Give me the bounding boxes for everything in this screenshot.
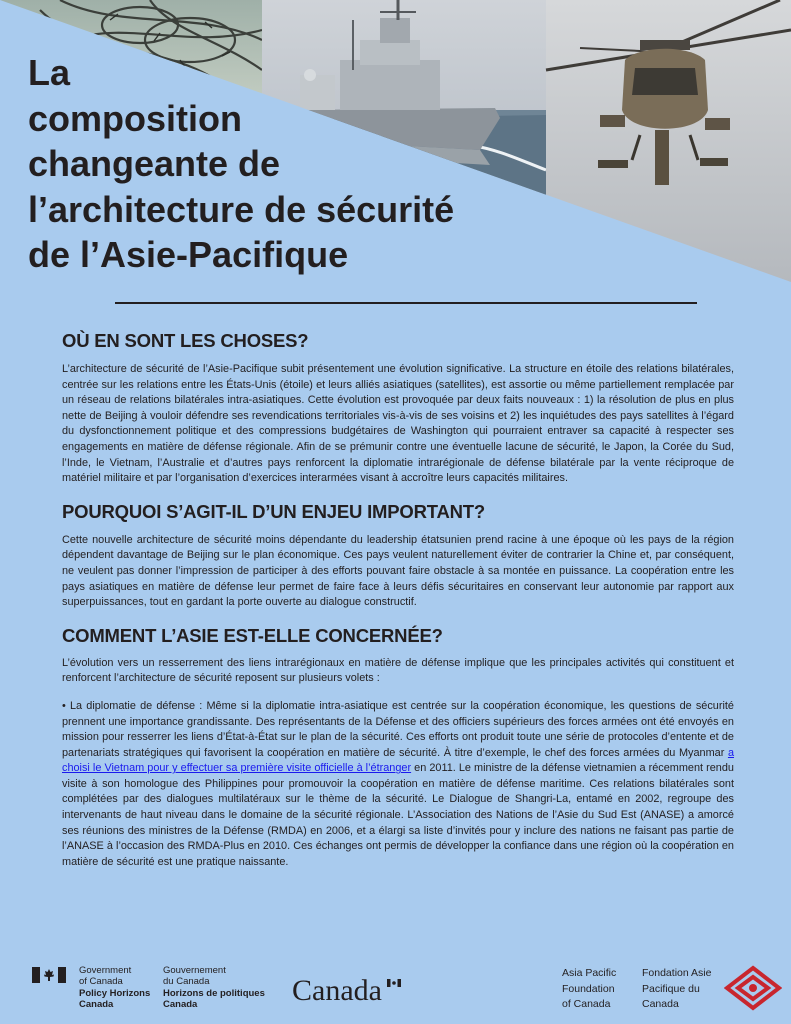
section-paragraph: Cette nouvelle architecture de sécurité moins dépendante du leadership étatsunien prend racine à une époque où les pays de la région dépendent davantage de Beijing sur le plan économique. Ces pays veulent naturellement éviter de contrarier la Chine et, par conséquent, ne veulent pas donner l’impression de participer à des efforts pouvant faire obstacle à sa montée en puissance. La coopération entre les pays asiatiques en matière de défense leur permet de faire face à leurs défis sécuritaires en conservant leur autonomie par rapport aux superpuissances, tout en gardant la porte ouverte au dialogue constructif. bbox=[62, 533, 734, 609]
title-line: changeante de bbox=[28, 143, 281, 184]
title-line: de l’Asie-Pacifique bbox=[28, 234, 349, 275]
apf-fr-line: Pacifique du bbox=[642, 982, 700, 995]
title-line: composition bbox=[28, 97, 242, 139]
main-content bbox=[62, 330, 734, 870]
phc-en-line: Canada bbox=[79, 998, 114, 1010]
myanmar-visit-link[interactable]: a choisi le Vietnam pour y effectuer sa première visite officielle à l’étranger bbox=[62, 746, 734, 775]
canada-wordmark: Canada bbox=[292, 974, 382, 1007]
section-intro: L’évolution vers un resserrement des liens intrarégionaux en matière de défense implique que les principales activités qui constituent et renforcent l’architecture de sécurité reposent sur plusieurs volets : bbox=[62, 656, 734, 685]
apf-fr-line: Canada bbox=[642, 998, 679, 1010]
phc-en-line: Policy Horizons bbox=[79, 988, 151, 999]
policy-horizons-en bbox=[79, 989, 150, 1010]
bullet-paragraph bbox=[62, 699, 734, 871]
apf-en-line: Asia Pacific bbox=[562, 967, 617, 979]
gov-fr-line: Gouvernement bbox=[163, 965, 226, 976]
section-heading: COMMENT L’ASIE EST-ELLE CONCERNÉE? bbox=[62, 624, 443, 646]
apf-en-line: Foundation bbox=[562, 982, 615, 995]
apf-name-en bbox=[562, 966, 616, 1013]
section-paragraph: L’architecture de sécurité de l’Asie-Pacifique subit présentement une évolution significative. La structure en étoile des relations bilatérales, centrée sur les relations entre les États-Unis (étoile) et leurs alliés asiatiques (satellites), est assortie ou même partiellement remplacée par un réseau de relations bilatérales intra-asiatiques. Cette évolution est provoquée par deux faits nouveaux : 1) la résolution de plus en plus nette de Beijing à vouloir défendre ses revendications territoriales vis-à-vis de ses voisins et 2) les inquiétudes des pays satellites à l’égard du dysfonctionnement politique et des compressions budgétaires de Washington qui pourraient entraver sa capacité à respecter ses engagements en matière de défense régionale. Afin de se prémunir contre une éventuelle lacune de sécurité, le Japon, la Corée du Sud, l’Inde, le Vietnam, l’Australie et d’autres pays renforcent la diplomatie intrarégionale de défense bilatérale par la vente réciproque de matériel militaire et par l’organisation d’exercices interarmées visant à accroître leurs capacités militaires. bbox=[62, 363, 734, 485]
gov-canada-fr bbox=[163, 966, 226, 987]
title-line: La bbox=[28, 52, 71, 93]
title-divider bbox=[115, 302, 697, 304]
gov-en-line: of Canada bbox=[79, 975, 123, 987]
section-heading: POURQUOI S’AGIT-IL D’UN ENJEU IMPORTANT? bbox=[62, 500, 486, 522]
policy-horizons-fr bbox=[163, 989, 265, 1010]
gov-en-line: Government bbox=[79, 965, 132, 976]
phc-fr-line: Canada bbox=[163, 998, 198, 1010]
apf-en-line: of Canada bbox=[562, 998, 611, 1010]
gov-canada-en bbox=[79, 966, 131, 987]
helicopter-photo bbox=[546, 0, 791, 290]
apf-logo-icon bbox=[724, 965, 782, 1011]
section-heading: OÙ EN SONT LES CHOSES? bbox=[62, 330, 309, 351]
page-title bbox=[28, 50, 498, 278]
phc-fr-line: Horizons de politiques bbox=[163, 988, 265, 999]
footer bbox=[0, 955, 791, 1024]
wordmark-flag-icon bbox=[387, 979, 401, 987]
gov-fr-line: du Canada bbox=[163, 975, 210, 987]
apf-fr-line: Fondation Asie bbox=[642, 967, 712, 979]
title-line: l’architecture de sécurité bbox=[28, 188, 455, 230]
apf-name-fr bbox=[642, 966, 711, 1013]
bullet-text-start: • La diplomatie de défense : Même si la diplomatie intra-asiatique est centrée sur la coopération économique, les questions de sécurité prennent une importance grandissante. Des représentants de la Défense et des officiers supérieurs des forces armées ont été envoyés en mission pour resserrer les liens d’État-à-État sur le plan de la sécurité. Ces efforts ont produit toute une série de protocoles d’entente et de partenariats stratégiques qui favorisent la coopération en matière de sécurité. À titre d’exemple, le chef des forces armées du Myanmar bbox=[62, 699, 734, 759]
canada-flag-icon bbox=[32, 967, 66, 983]
bullet-text-end: en 2011. Le ministre de la défense vietnamien a récemment rendu visite à son homologue des Philippines pour promouvoir la coopération en matière de défense maritime. Ces relations bilatérales sont complétées par des dialogues multilatéraux sur le thème de la sécurité. Le Dialogue de Shangri-La, entamé en 2002, regroupe des intervenants de haut niveau dans le domaine de la sécurité régionale. L’Association des Nations de l’Asie du Sud Est (ANASE) a amorcé ses réunions des ministres de la Défense (RMDA) en 2006, et a élargi sa liste d’invités pour y inclure des nations ne faisant pas partie de l’ANASE à l’occasion des RMDA-Plus en 2010. Ces échanges ont permis de développer la confiance dans une région où la coopération en matière de sécurité est une pratique naissante. bbox=[62, 762, 734, 868]
